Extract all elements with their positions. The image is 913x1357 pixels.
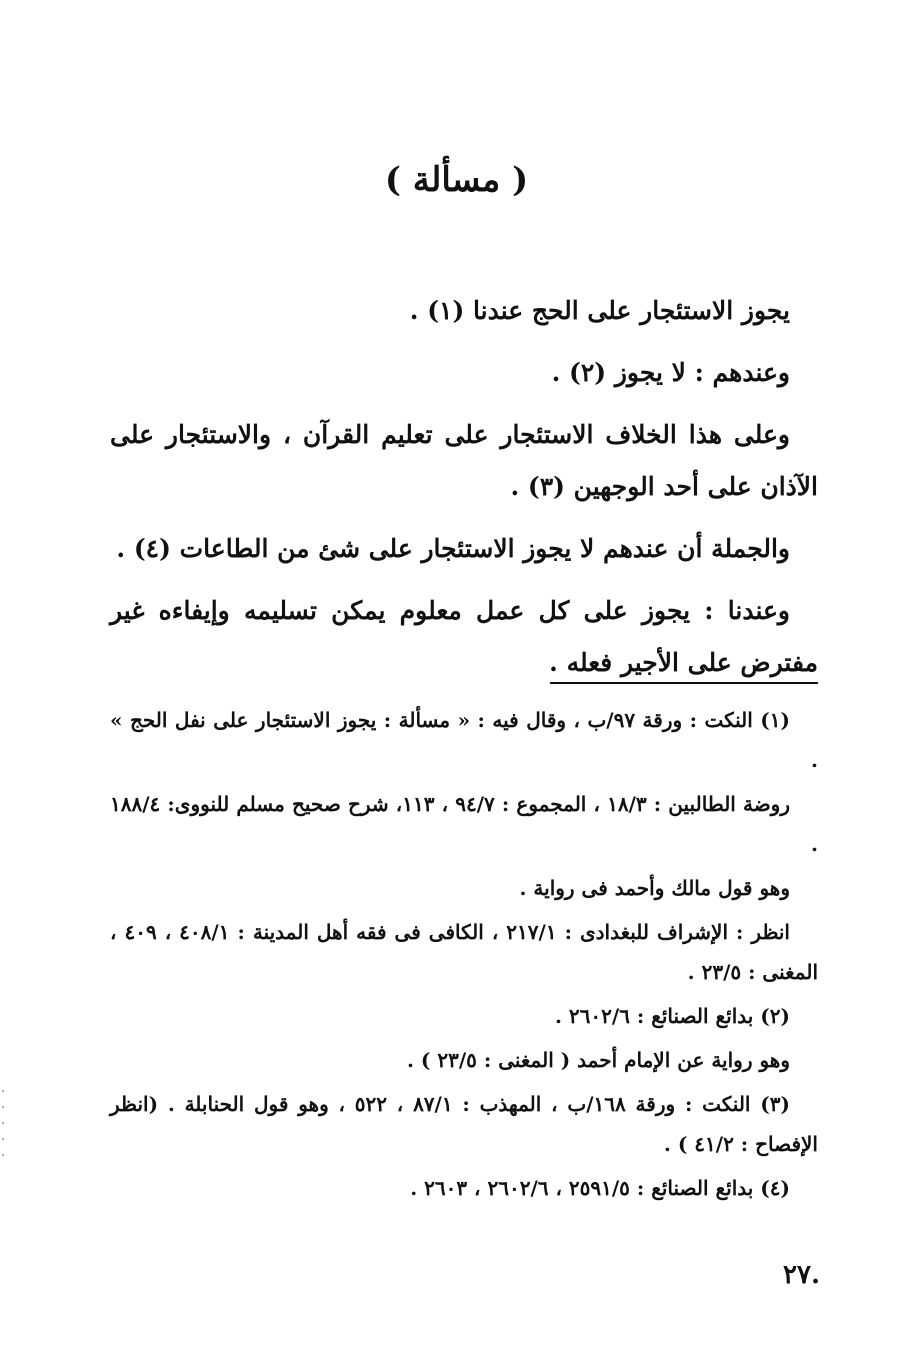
paragraph: يجوز الاستئجار على الحج عندنا (١) .	[409, 296, 790, 325]
footnote: وهو رواية عن الإمام أحمد ( المغنى : ٢٣/٥ ) .	[407, 1048, 790, 1072]
footnote: انظر : الإشراف للبغدادى : ٢١٧/١ ، الكافى فى فقه أهل المدينة : ٤٠٨/١ ، ٤٠٩ ، المغنى : ٢٣/٥ .	[110, 920, 818, 984]
paragraph: وعندهم : لا يجوز (٢) .	[551, 358, 790, 387]
footnote: وهو قول مالك وأحمد فى رواية .	[519, 876, 790, 900]
footnote: (٢) بدائع الصنائع : ٢٦٠٢/٦ .	[554, 1004, 790, 1028]
footnote: (٤) بدائع الصنائع : ٢٥٩١/٥ ، ٢٦٠٢/٦ ، ٢٦٠٣ .	[410, 1176, 790, 1200]
section-title: ( مسألة )	[384, 160, 529, 200]
footnotes	[110, 700, 818, 1212]
footnote: (٣) النكت : ورقة ١٦٨/ب ، المهذب : ٨٧/١ ، ٥٢٢ ، وهو قول الحنابلة . (انظر الإفصاح : ٤١/٢ ) .	[110, 1092, 818, 1156]
main-text	[110, 285, 818, 699]
footnote: (١) النكت : ورقة ٩٧/ب ، وقال فيه : « مسألة : يجوز الاستئجار على نفل الحج » .	[110, 708, 818, 772]
paragraph: وعندنا : يجوز على كل عمل معلوم يمكن تسليمه وإيفاءه غير مفترض على الأجير فعله .	[110, 596, 818, 677]
scan-margin-marks	[0, 1090, 8, 1170]
footnote-separator	[550, 682, 818, 684]
paragraph: وعلى هذا الخلاف الاستئجار على تعليم القرآن ، والاستئجار على الآذان على أحد الوجهين (٣) .	[110, 420, 818, 501]
paragraph: والجملة أن عندهم لا يجوز الاستئجار على شئ من الطاعات (٤) .	[116, 534, 790, 563]
page-number: ٢٧.	[783, 1260, 820, 1290]
footnote: روضة الطالبين : ١٨/٣ ، المجموع : ٩٤/٧ ، ١١٣، شرح صحيح مسلم للنووى: ١٨٨/٤ .	[110, 792, 818, 856]
